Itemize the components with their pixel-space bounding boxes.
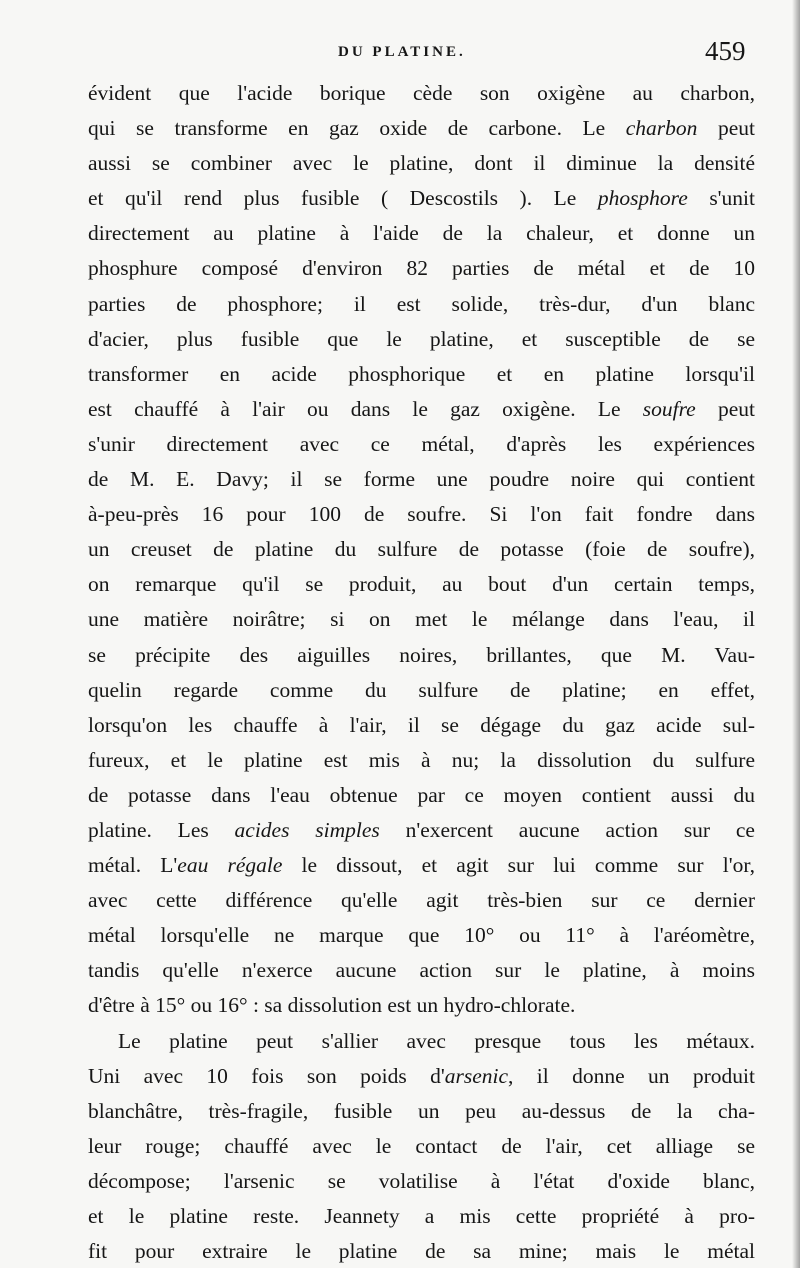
text-line (88, 146, 755, 181)
text-segment: s'unit (687, 186, 756, 211)
text-segment: s'unir directement avec ce métal, d'après les expériences (88, 431, 755, 456)
italic-term: phosphore (597, 186, 688, 211)
text-segment: , il donne un produit (508, 1063, 755, 1088)
text-segment: blanchâtre, très-fragile, fusible un peu au-dessus de la cha- (88, 1098, 755, 1123)
text-line (88, 602, 755, 637)
italic-term: arsenic (444, 1063, 509, 1088)
text-segment: aussi se combiner avec le platine, dont il diminue la densité (88, 151, 755, 176)
text-line (88, 532, 755, 567)
text-line (88, 462, 755, 497)
text-line (88, 567, 755, 602)
text-line (88, 883, 755, 918)
text-line (88, 111, 755, 146)
text-segment: Uni avec 10 fois son poids d' (88, 1063, 445, 1088)
text-segment: leur rouge; chauffé avec le contact de l'air, cet alliage se (88, 1133, 755, 1158)
text-line (88, 988, 755, 1023)
text-segment: d'être à 15° ou 16° : sa dissolution est un hydro-chlorate. (88, 993, 576, 1018)
italic-term: acides simples (234, 817, 380, 842)
italic-term: eau régale (177, 853, 283, 878)
text-line (88, 1234, 755, 1268)
text-line (88, 1164, 755, 1199)
text-segment: tandis qu'elle n'exerce aucune action sur le platine, à moins (88, 958, 755, 983)
text-line (88, 427, 755, 462)
text-segment: qui se transforme en gaz oxide de carbone. Le (88, 116, 626, 141)
running-title: DU PLATINE. (338, 44, 466, 60)
text-segment: quelin regarde comme du sulfure de platine; en effet, (88, 677, 755, 702)
page-number: 459 (705, 36, 746, 66)
text-segment: lorsqu'on les chauffe à l'air, il se dégage du gaz acide sul- (88, 712, 755, 737)
text-line (88, 392, 755, 427)
text-segment: de M. E. Davy; il se forme une poudre noire qui contient (88, 467, 755, 492)
text-line (88, 322, 755, 357)
text-line (88, 778, 755, 813)
text-line (88, 1094, 755, 1129)
text-segment: fit pour extraire le platine de sa mine; mais le métal (88, 1239, 755, 1264)
text-segment: se précipite des aiguilles noires, brillantes, que M. Vau- (88, 642, 755, 667)
text-segment: est chauffé à l'air ou dans le gaz oxigène. Le (88, 396, 643, 421)
text-segment: évident que l'acide borique cède son oxigène au charbon, (88, 81, 755, 105)
text-segment: on remarque qu'il se produit, au bout d'un certain temps, (88, 572, 755, 597)
text-segment: et qu'il rend plus fusible ( Descostils ). Le (88, 186, 598, 211)
body-text (88, 76, 755, 1268)
text-line (88, 1059, 755, 1094)
text-line (88, 638, 755, 673)
italic-term: charbon (625, 116, 698, 141)
text-segment: à-peu-près 16 pour 100 de soufre. Si l'on fait fondre dans (88, 502, 755, 527)
text-segment: peut (695, 396, 755, 421)
text-line (88, 76, 755, 111)
text-segment: de potasse dans l'eau obtenue par ce moyen contient aussi du (88, 782, 755, 807)
text-segment: avec cette différence qu'elle agit très-bien sur ce dernier (88, 888, 755, 913)
text-segment: d'acier, plus fusible que le platine, et susceptible de se (88, 326, 755, 351)
text-segment: directement au platine à l'aide de la chaleur, et donne un (88, 221, 755, 246)
text-segment: décompose; l'arsenic se volatilise à l'état d'oxide blanc, (88, 1168, 755, 1193)
text-segment: transformer en acide phosphorique et en platine lorsqu'il (88, 361, 755, 386)
italic-term: soufre (642, 396, 696, 421)
text-line (88, 216, 755, 251)
text-segment: n'exercent aucune action sur ce (379, 817, 755, 842)
text-segment: fureux, et le platine est mis à nu; la dissolution du sulfure (88, 747, 755, 772)
text-line (88, 918, 755, 953)
text-segment: métal. L' (88, 853, 178, 878)
text-line (88, 357, 755, 392)
text-segment: métal lorsqu'elle ne marque que 10° ou 11° à l'aréomètre, (88, 923, 755, 948)
text-line (88, 708, 755, 743)
text-line (88, 813, 755, 848)
text-line (88, 287, 755, 322)
text-segment: et le platine reste. Jeannety a mis cette propriété à pro- (88, 1204, 755, 1228)
text-line (88, 251, 755, 286)
text-segment: le dissout, et agit sur lui comme sur l'or, (282, 853, 755, 878)
text-segment: peut (697, 116, 755, 141)
text-line (88, 181, 755, 216)
text-line (88, 1199, 755, 1234)
text-line (88, 1024, 755, 1059)
text-line (88, 848, 755, 883)
text-segment: Le platine peut s'allier avec presque tous les métaux. (118, 1028, 755, 1053)
text-segment: platine. Les (88, 817, 235, 842)
text-line (88, 953, 755, 988)
text-line (88, 1129, 755, 1164)
text-segment: un creuset de platine du sulfure de potasse (foie de soufre), (88, 537, 755, 562)
text-line (88, 743, 755, 778)
text-segment: parties de phosphore; il est solide, très-dur, d'un blanc (88, 291, 755, 316)
text-segment: une matière noirâtre; si on met le mélange dans l'eau, il (88, 607, 755, 632)
text-segment: phosphure composé d'environ 82 parties de métal et de 10 (88, 256, 755, 281)
running-head (0, 36, 800, 76)
text-line (88, 673, 755, 708)
text-line (88, 497, 755, 532)
